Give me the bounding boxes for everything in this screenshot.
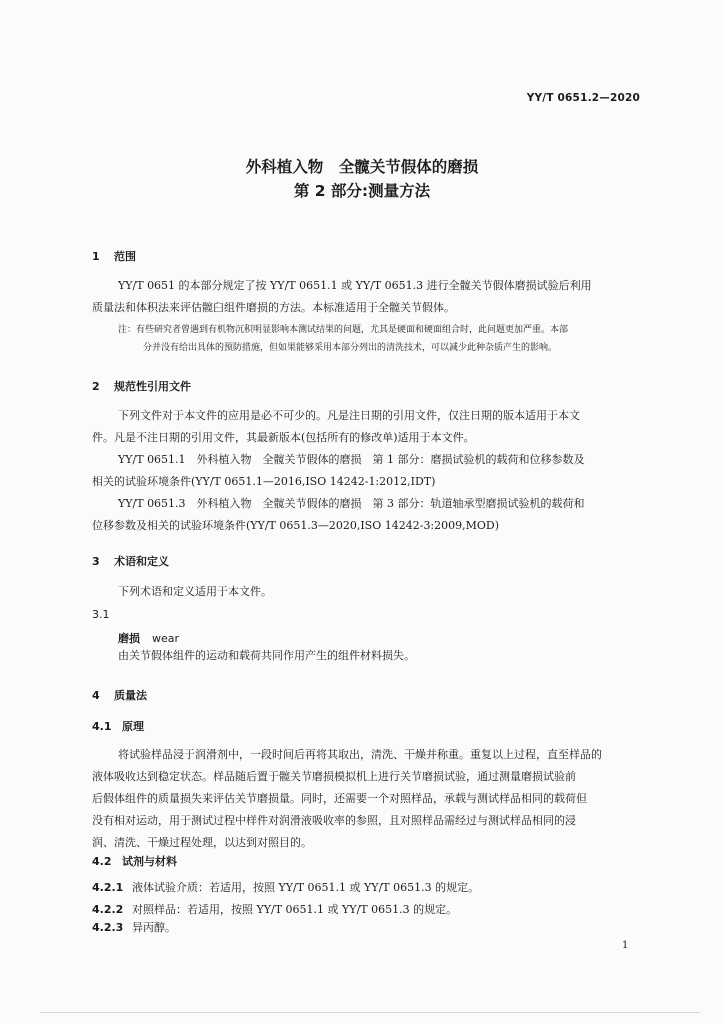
scope-note-line: 注：有些研究者曾遇到有机物沉积明显影响本测试结果的问题，尤其是硬面和硬面组合时，此问题更加严重。本部 — [118, 325, 569, 335]
section-number: 4 — [92, 689, 100, 702]
item-number: 4.2.3 — [92, 921, 124, 934]
term-entry — [118, 630, 179, 646]
page-number: 1 — [622, 940, 629, 951]
section-4-heading — [92, 687, 147, 703]
principle-line: 没有相对运动，用于测试过程中样件对润滑液吸收率的参照，且对照样品需经过与测试样品相同的浸 — [92, 814, 576, 827]
standard-code: YY/T 0651.2—2020 — [526, 92, 640, 104]
item-text: 液体试验介质：若适用，按照 YY/T 0651.1 或 YY/T 0651.3 的规定。 — [132, 881, 480, 894]
term-chinese: 磨损 — [118, 632, 140, 645]
scope-note-continuation: 分并没有给出具体的预防措施，但如果能够采用本部分列出的清洗技术，可以减少此种杂质产生的影响。 — [143, 343, 558, 353]
section-title: 试剂与材料 — [122, 855, 177, 868]
principle-line: 后假体组件的质量损失来评估关节磨损量。同时，还需要一个对照样品，承载与测试样品相同的载荷但 — [92, 792, 587, 805]
section-number: 2 — [92, 380, 100, 393]
reagent-item — [92, 877, 648, 899]
section-number: 1 — [92, 250, 100, 263]
section-1-heading — [92, 248, 136, 264]
section-4-2-heading — [92, 853, 177, 869]
normative-ref-line: YY/T 0651.3 外科植入物 全髋关节假体的磨损 第 3 部分：轨道轴承型磨损试验机的载荷和 — [118, 497, 585, 510]
section-number: 3 — [92, 555, 100, 568]
scope-paragraph-line: 质量法和体积法来评估髋臼组件磨损的方法。本标准适用于全髋关节假体。 — [92, 301, 455, 314]
section-title: 范围 — [114, 250, 136, 263]
terms-intro: 下列术语和定义适用于本文件。 — [118, 585, 272, 598]
normative-ref-line: 位移参数及相关的试验环境条件(YY/T 0651.3—2020,ISO 14242-3:2009,MOD) — [92, 519, 500, 532]
section-number: 4.1 — [92, 720, 112, 733]
section-number: 4.2 — [92, 855, 112, 868]
section-4-1-heading — [92, 718, 144, 734]
principle-line: 润、清洗、干燥过程处理，以达到对照目的。 — [92, 836, 312, 849]
section-3-heading — [92, 553, 169, 569]
document-title-line2: 第 2 部分:测量方法 — [293, 182, 431, 200]
normative-ref-line: 下列文件对于本文件的应用是必不可少的。凡是注日期的引用文件，仅注日期的版本适用于本文 — [118, 409, 580, 422]
scope-paragraph-line: YY/T 0651 的本部分规定了按 YY/T 0651.1 或 YY/T 0651.3 进行全髋关节假体磨损试验后利用 — [118, 279, 592, 292]
item-number: 4.2.2 — [92, 903, 124, 916]
normative-ref-line: 相关的试验环境条件(YY/T 0651.1—2016,ISO 14242-1:2012,IDT) — [92, 475, 436, 488]
term-number: 3.1 — [92, 608, 110, 621]
item-text: 异丙醇。 — [132, 921, 176, 934]
section-title: 术语和定义 — [114, 555, 169, 568]
section-title: 规范性引用文件 — [114, 380, 191, 393]
term-definition: 由关节假体组件的运动和载荷共同作用产生的组件材料损失。 — [118, 649, 415, 662]
document-title-line1: 外科植入物 全髋关节假体的磨损 — [245, 158, 479, 176]
principle-line: 将试验样品浸于润滑剂中，一段时间后再将其取出，清洗、干燥并称重。重复以上过程，直至样品的 — [118, 748, 602, 761]
normative-ref-line: YY/T 0651.1 外科植入物 全髋关节假体的磨损 第 1 部分：磨损试验机的载荷和位移参数及 — [118, 453, 585, 466]
page-bottom-edge — [40, 1012, 700, 1013]
item-text: 对照样品：若适用，按照 YY/T 0651.1 或 YY/T 0651.3 的规定。 — [132, 903, 458, 916]
scope-note-line — [118, 340, 654, 356]
section-title: 质量法 — [114, 689, 147, 702]
section-2-heading — [92, 378, 191, 394]
term-english: wear — [152, 632, 180, 645]
item-number: 4.2.1 — [92, 881, 124, 894]
section-title: 原理 — [122, 720, 144, 733]
principle-line: 液体吸收达到稳定状态。样品随后置于髋关节磨损模拟机上进行关节磨损试验，通过测量磨损试验前 — [92, 770, 576, 783]
normative-ref-line: 件。凡是不注日期的引用文件，其最新版本(包括所有的修改单)适用于本文件。 — [92, 431, 475, 444]
reagent-item — [92, 917, 648, 939]
